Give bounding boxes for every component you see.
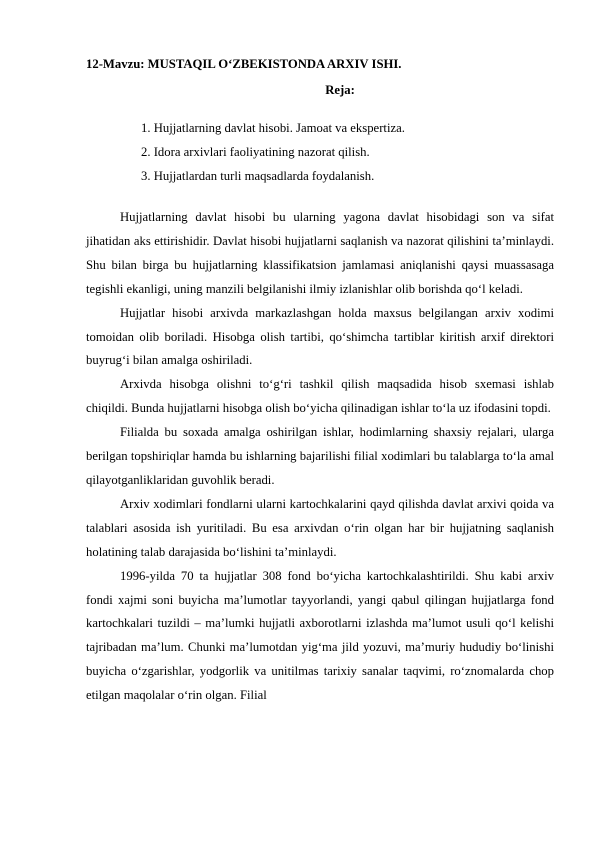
paragraph: Arxiv xodimlari fondlarni ularni kartochkalarini qayd qilishda davlat arxivi qoida va talablari asosida ish yuritiladi. Bu esa arxivdan o‘rin olgan har bir hujjatning saqlanish holatining talab darajasida bo‘lishini ta’minlaydi. bbox=[86, 496, 554, 559]
paragraph: Filialda bu soxada amalga oshirilgan ishlar, hodimlarning shaxsiy rejalari, ularga berilgan topshiriqlar hamda bu ishlarning bajarilishi filial xodimlari bu talablarga to‘la amal qilayotganliklaridan guvohlik beradi. bbox=[86, 425, 554, 487]
plan-list bbox=[86, 116, 554, 188]
paragraph: Hujjatlar hisobi arxivda markazlashgan holda maxsus belgilangan arxiv xodimi tomoidan olib boriladi. Hisobga olish tartibi, qo‘shimcha tartiblar kiritish arxif direktori buyrug‘i bilan amalga oshiriladi. bbox=[86, 305, 554, 368]
document-page bbox=[86, 56, 554, 708]
paragraph: Hujjatlarning davlat hisobi bu ularning yagona davlat hisobidagi son va sifat jihatidan aks ettirishidir. Davlat hisobi hujjatlarni saqlanish va nazorat qilishini ta’minlaydi. Shu bilan birga bu hujjatlarning klassifikatsion jamlamasi aniqlanishi qaysi muassasaga tegishli ekanligi, uning manzili belgilanishi ilmiy izlanishlar olib borishda qo‘l keladi. bbox=[86, 210, 554, 296]
body-text bbox=[86, 206, 554, 708]
paragraph: Arxivda hisobga olishni to‘g‘ri tashkil qilish maqsadida hisob sxemasi ishlab chiqildi. Bunda hujjatlarni hisobga olish bo‘yicha qilinadigan ishlar to‘la uz ifodasini topdi. bbox=[86, 377, 554, 416]
document-title: 12-Mavzu: MUSTAQIL O‘ZBEKISTONDA ARXIV ISHI. bbox=[86, 57, 402, 71]
plan-item: 3. Hujjatlardan turli maqsadlarda foydalanish. bbox=[141, 169, 375, 183]
paragraph: 1996-yilda 70 ta hujjatlar 308 fond bo‘yicha kartochkalashtirildi. Shu kabi arxiv fondi xajmi soni buyicha ma’lumotlar tayyorlandi, yangi qabul qilingan hujjatlarga fond kartochkalari tuzildi – ma’lumki hujjatli axborotlarni izlashda ma’lumot usuli qo‘l kelishi tajribadan ma’lum. Chunki ma’lumotdan yig‘ma jild yozuvi, ma’muriy hududiy bo‘linishi buyicha o‘zgarishlar, yodgorlik va unitilmas tarixiy sanalar taqvimi, ro‘znomalarda chop etilgan maqolalar o‘rin olgan. Filial bbox=[86, 568, 554, 703]
plan-heading: Reja: bbox=[325, 83, 355, 97]
plan-item: 1. Hujjatlarning davlat hisobi. Jamoat va ekspertiza. bbox=[141, 121, 405, 135]
plan-item: 2. Idora arxivlari faoliyatining nazorat qilish. bbox=[141, 145, 370, 159]
